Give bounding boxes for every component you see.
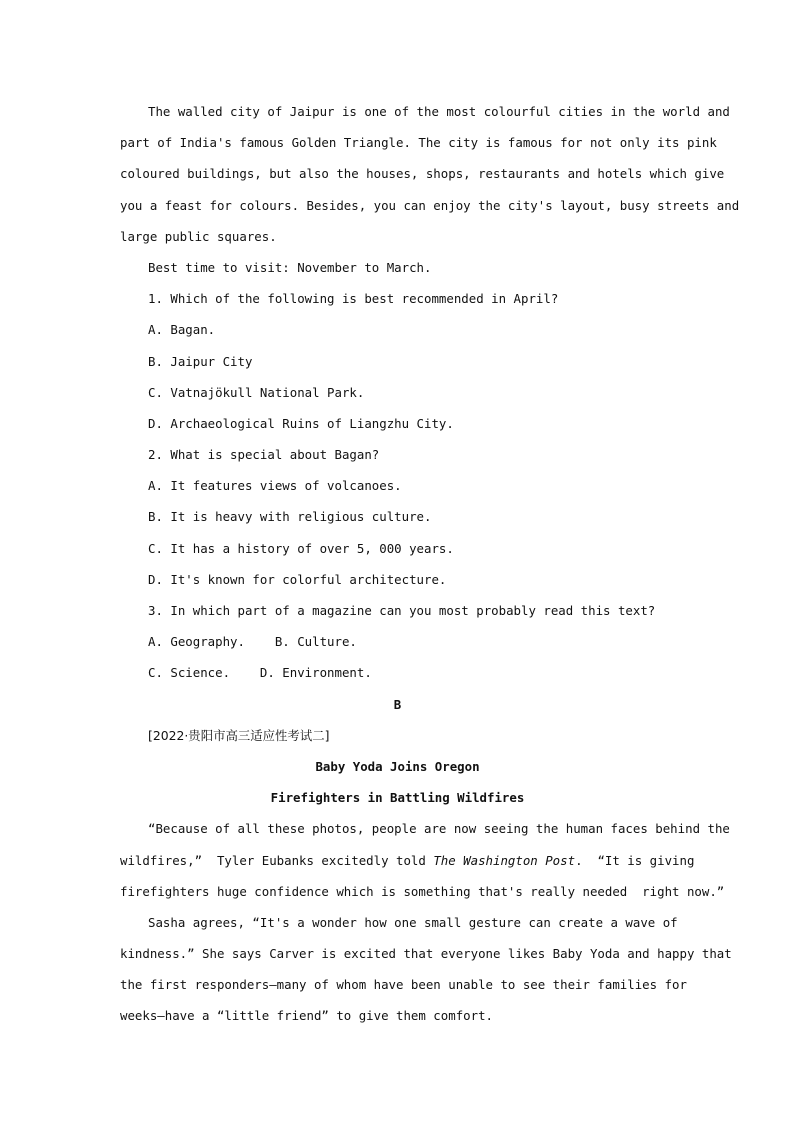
passage-b-p1-line-2: wildfires,” Tyler Eubanks excitedly told The Washington Post. “It is giving [120,852,695,868]
question-1-option-c: C. Vatnajökull National Park. [148,384,365,400]
question-3-options-row-1: A. Geography. B. Culture. [148,634,357,650]
publication-name: The Washington Post [433,852,576,868]
passage-b-p2-line-1: Sasha agrees, “It's a wonder how one small gesture can create a wave of [148,914,678,930]
passage-b-p2-line-2: kindness.” She says Carver is excited that everyone likes Baby Yoda and happy that [120,946,732,962]
question-2-stem: 2. What is special about Bagan? [148,447,380,463]
article-title-line-1: Baby Yoda Joins Oregon [315,758,480,774]
passage-b-p1-line-3: firefighters huge confidence which is something that's really needed right now.” [120,883,725,899]
question-1-stem: 1. Which of the following is best recommended in April? [148,291,559,307]
section-b-label: B [393,696,402,712]
passage-b-p2-line-3: the first responders—many of whom have been unable to see their families for [120,977,687,993]
document-page [120,96,740,1032]
question-1-option-d: D. Archaeological Ruins of Liangzhu City. [148,415,454,431]
passage-b-p2-line-4: weeks—have a “little friend” to give them comfort. [120,1008,493,1024]
passage-a-line-4: you a feast for colours. Besides, you can enjoy the city's layout, busy streets and [120,197,740,213]
passage-b-p1-line-1: “Because of all these photos, people are now seeing the human faces behind the [148,821,730,837]
article-title-line-2: Firefighters in Battling Wildfires [270,790,525,806]
question-2-option-a: A. It features views of volcanoes. [148,478,402,494]
passage-a-line-2: part of India's famous Golden Triangle. The city is famous for not only its pink [120,135,717,151]
passage-a-line-3: coloured buildings, but also the houses, shops, restaurants and hotels which give [120,166,725,182]
passage-a-line-5: large public squares. [120,228,277,244]
best-time-line: Best time to visit: November to March. [148,259,432,275]
question-2-option-c: C. It has a history of over 5, 000 years. [148,540,454,556]
question-3-options-row-2: C. Science. D. Environment. [148,665,372,681]
question-3-stem: 3. In which part of a magazine can you most probably read this text? [148,603,656,618]
passage-a-line-1: The walled city of Jaipur is one of the most colourful cities in the world and [148,104,730,119]
question-1-option-a: A. Bagan. [148,322,216,338]
question-1-option-b: B. Jaipur City [148,353,253,369]
question-2-option-b: B. It is heavy with religious culture. [148,509,432,525]
question-2-option-d: D. It's known for colorful architecture. [148,571,447,587]
section-b-source: [2022·贵阳市高三适应性考试二] [148,727,330,743]
